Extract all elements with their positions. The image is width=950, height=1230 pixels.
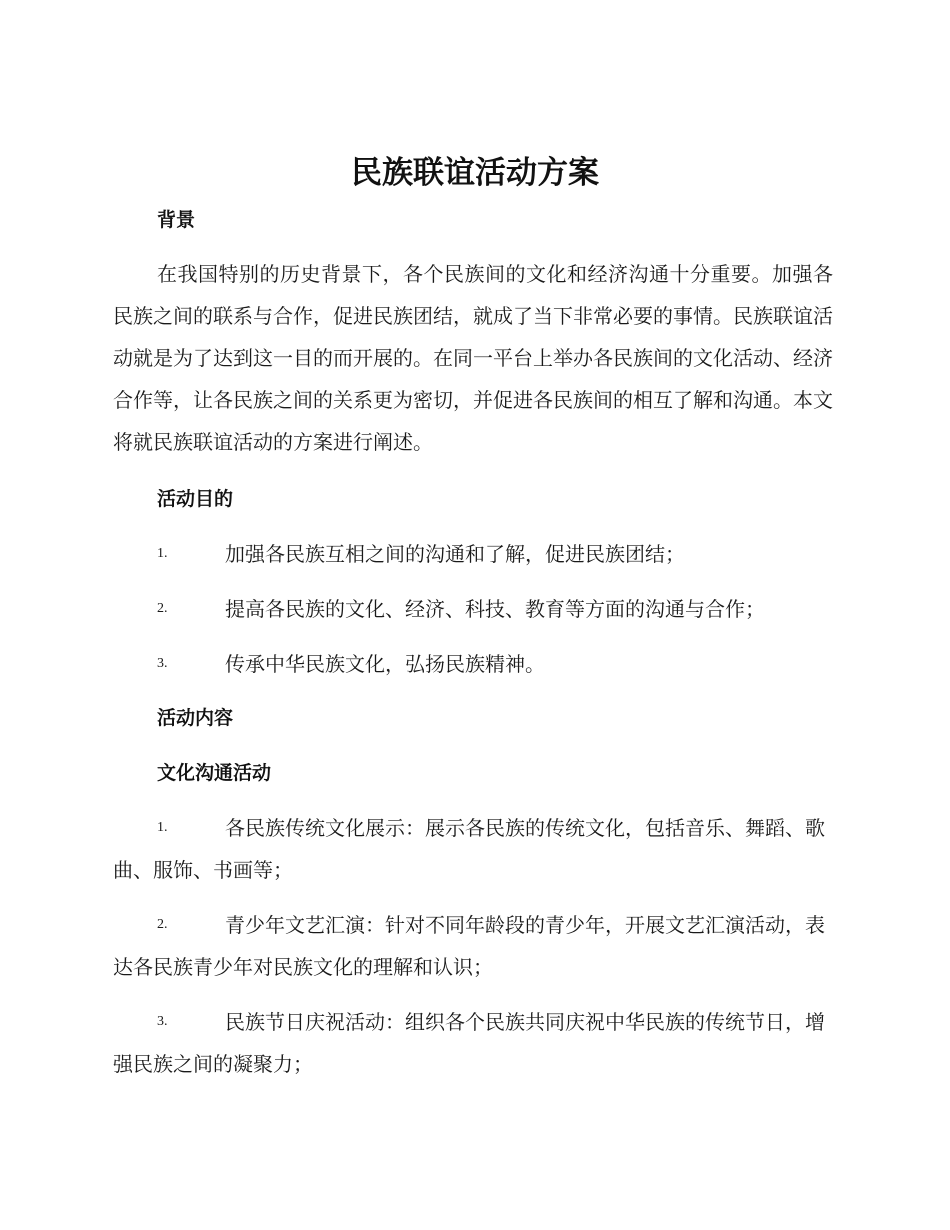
list-item <box>113 643 825 685</box>
list-item-number: 1. <box>157 546 168 561</box>
list-item-text: 提高各民族的文化、经济、科技、教育等方面的沟通与合作； <box>225 597 765 621</box>
list-item <box>113 904 825 988</box>
list-item <box>113 807 825 891</box>
list-item-number: 2. <box>157 601 168 616</box>
list-item-number: 1. <box>157 820 168 835</box>
list-item-text: 加强各民族互相之间的沟通和了解，促进民族团结； <box>225 542 685 566</box>
section-heading-content: 活动内容 <box>157 707 234 729</box>
list-item-number: 3. <box>157 656 168 671</box>
list-item-text: 青少年文艺汇演：针对不同年龄段的青少年，开展文艺汇演活动，表达各民族青少年对民族文化的理解和认识； <box>113 913 825 979</box>
list-item-number: 3. <box>157 1014 168 1029</box>
list-item <box>113 1001 825 1085</box>
background-paragraph: 在我国特别的历史背景下，各个民族间的文化和经济沟通十分重要。加强各民族之间的联系与合作，促进民族团结，就成了当下非常必要的事情。民族联谊活动就是为了达到这一目的而开展的。在同一平台上举办各民族间的文化活动、经济合作等，让各民族之间的关系更为密切，并促进各民族间的相互了解和沟通。本文将就民族联谊活动的方案进行阐述。 <box>113 262 833 454</box>
list-item-text: 各民族传统文化展示：展示各民族的传统文化，包括音乐、舞蹈、歌曲、服饰、书画等； <box>113 816 825 882</box>
section-heading-purpose: 活动目的 <box>157 488 234 510</box>
list-item <box>113 533 825 575</box>
list-item-text: 民族节日庆祝活动：组织各个民族共同庆祝中华民族的传统节日，增强民族之间的凝聚力； <box>113 1010 825 1076</box>
document-title: 民族联谊活动方案 <box>351 155 599 191</box>
section-heading-background: 背景 <box>157 209 196 231</box>
list-item-text: 传承中华民族文化，弘扬民族精神。 <box>225 652 545 676</box>
section-heading-culture: 文化沟通活动 <box>157 762 272 784</box>
list-item <box>113 588 825 630</box>
list-item-number: 2. <box>157 917 168 932</box>
